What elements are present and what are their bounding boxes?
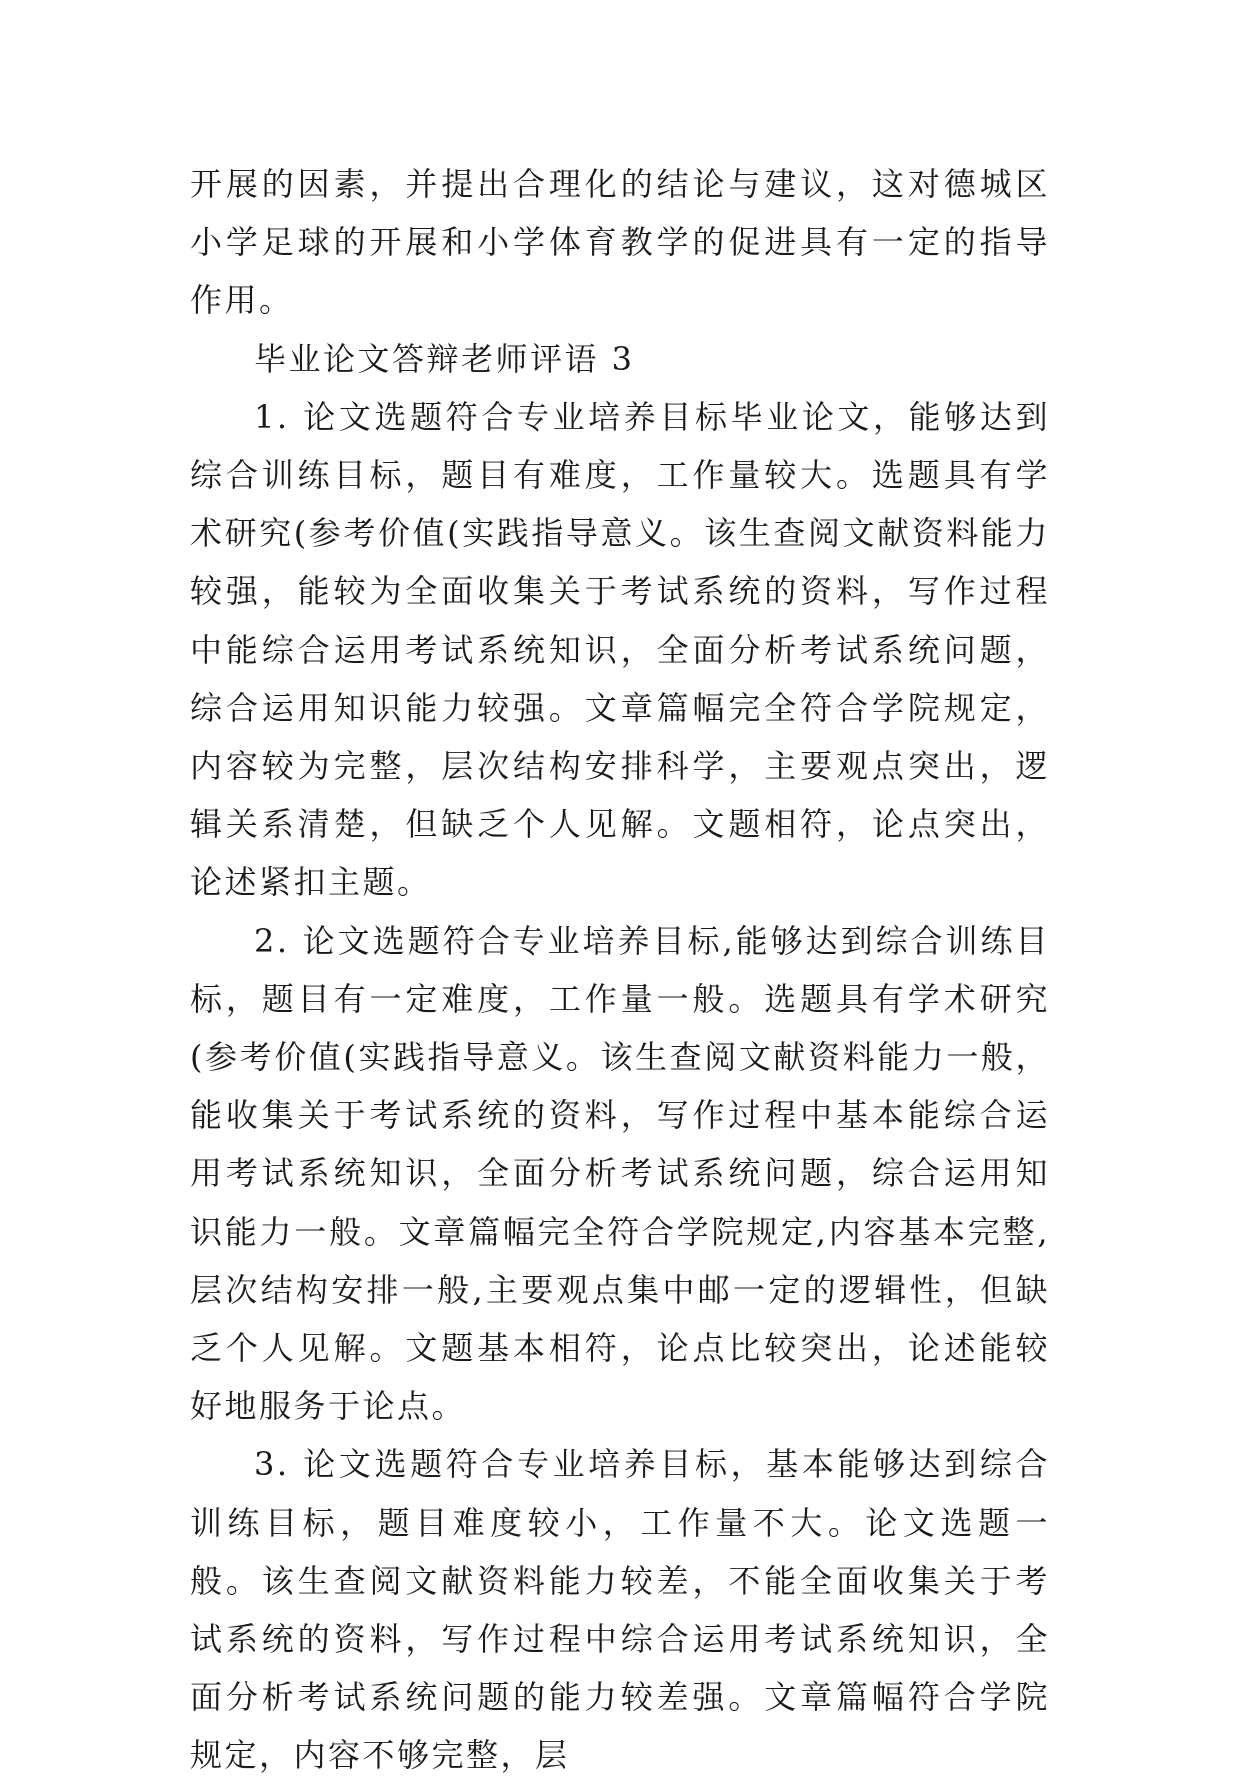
paragraph-comment-1: 1. 论文选题符合专业培养目标毕业论文，能够达到综合训练目标，题目有难度，工作量较大。选题具有学术研究(参考价值(实践指导意义。该生查阅文献资料能力较强，能较为全面收集关于考试系统的资料，写作过程中能综合运用考试系统知识，全面分析考试系统问题，综合运用知识能力较强。文章篇幅完全符合学院规定，内容较为完整，层次结构安排科学，主要观点突出，逻辑关系清楚，但缺乏个人见解。文题相符，论点突出，论述紧扣主题。 [190, 397, 1050, 902]
paragraph-continuation: 开展的因素，并提出合理化的结论与建议，这对德城区小学足球的开展和小学体育教学的促进具有一定的指导作用。 [190, 165, 1050, 320]
document-body [190, 155, 1050, 1785]
section-heading: 毕业论文答辩老师评语 3 [254, 339, 635, 378]
paragraph-comment-3: 3. 论文选题符合专业培养目标，基本能够达到综合训练目标，题目难度较小，工作量不大。论文选题一般。该生查阅文献资料能力较差，不能全面收集关于考试系统的资料，写作过程中综合运用考试系统知识，全面分析考试系统问题的能力较差强。文章篇幅符合学院规定，内容不够完整，层 [190, 1445, 1050, 1775]
paragraph-comment-2: 2. 论文选题符合专业培养目标,能够达到综合训练目标，题目有一定难度，工作量一般。选题具有学术研究(参考价值(实践指导意义。该生查阅文献资料能力一般，能收集关于考试系统的资料，写作过程中基本能综合运用考试系统知识，全面分析考试系统问题，综合运用知识能力一般。文章篇幅完全符合学院规定,内容基本完整,层次结构安排一般,主要观点集中邮一定的逻辑性，但缺乏个人见解。文题基本相符，论点比较突出，论述能较好地服务于论点。 [190, 921, 1050, 1426]
